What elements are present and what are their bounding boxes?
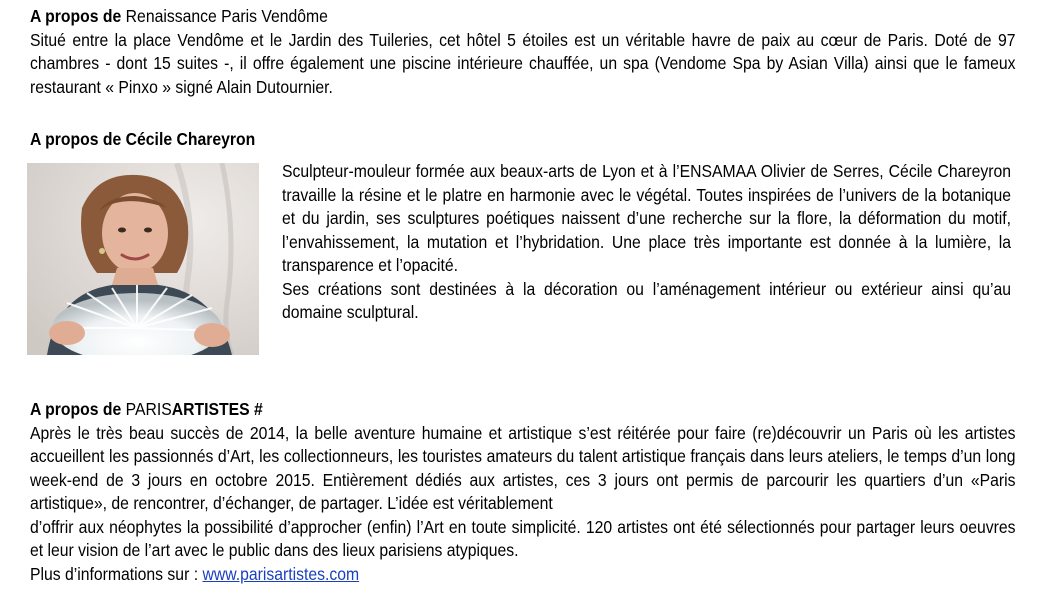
- renaissance-heading-name: Renaissance Paris Vendôme: [125, 6, 328, 26]
- renaissance-description: Situé entre la place Vendôme et le Jardin des Tuileries, cet hôtel 5 étoiles est un véritable havre de paix au cœur de Paris. Doté de 97 chambres - dont 15 suites -, il offre également une piscine intérieure chauffée, un spa (Vendome Spa by Asian Villa) ainsi que le fameux restaurant « Pinxo » signé Alain Dutournier.: [30, 29, 1016, 97]
- chareyron-creations: Ses créations sont destinées à la décoration ou l’aménagement intérieur ou extérieur ainsi qu’au domaine sculptural.: [282, 278, 1011, 322]
- renaissance-heading: [30, 5, 1020, 29]
- section-renaissance: [30, 5, 1020, 99]
- artist-portrait-photo: [27, 163, 259, 355]
- parisartistes-link[interactable]: www.parisartistes.com: [202, 563, 360, 584]
- more-info-line: [30, 563, 1016, 587]
- parisartistes-description: Après le très beau succès de 2014, la belle aventure humaine et artistique s’est réitérée pour faire (re)découvrir un Paris où les artistes accueillent les passionnés d’Art, les collectionneurs, les touristes amateurs du talent artistique français dans leurs ateliers, le temps d’un long week-end de 3 jours en octobre 2015. Entièrement dédiés aux artistes, ces 3 jours ont permis de parcourir les quartiers d’un «Paris artistique», de rencontrer, d’échanger, de partager. L’idée est véritablement: [30, 422, 1016, 513]
- chareyron-bio: Sculpteur-mouleur formée aux beaux-arts de Lyon et à l’ENSAMAA Olivier de Serres, Cécile Chareyron travaille la résine et le platre en harmonie avec le végétal. Toutes inspirées de l’univers de la botanique et du jardin, ses sculptures poétiques naissent d’une recherche sur la flore, la déformation du motif, l’envahissement, la mutation et l’hybridation. Une place très importante est donnée à la lumière, la transparence et l’opacité.: [282, 161, 1011, 275]
- parisartistes-heading: [30, 398, 1020, 422]
- section-parisartistes: [30, 398, 1020, 586]
- section-chareyron-heading: [30, 128, 255, 152]
- renaissance-heading-prefix: A propos de: [30, 6, 122, 26]
- parisartistes-heading-prefix: A propos de: [30, 399, 122, 419]
- parisartistes-description-2: d’offrir aux néophytes la possibilité d’approcher (enfin) l’Art en toute simplicité. 120 artistes ont été sélectionnés pour partager leurs oeuvres et leur vision de l’art avec le public dans des lieux parisiens atypiques.: [30, 516, 1016, 560]
- more-info-label: Plus d’informations sur :: [30, 563, 203, 584]
- portrait-illustration: [27, 163, 259, 355]
- chareyron-heading: A propos de Cécile Chareyron: [30, 129, 256, 149]
- section-chareyron-body: [282, 160, 1011, 325]
- parisartistes-heading-artistes: ARTISTES #: [171, 399, 263, 419]
- parisartistes-heading-paris: PARIS: [125, 399, 172, 419]
